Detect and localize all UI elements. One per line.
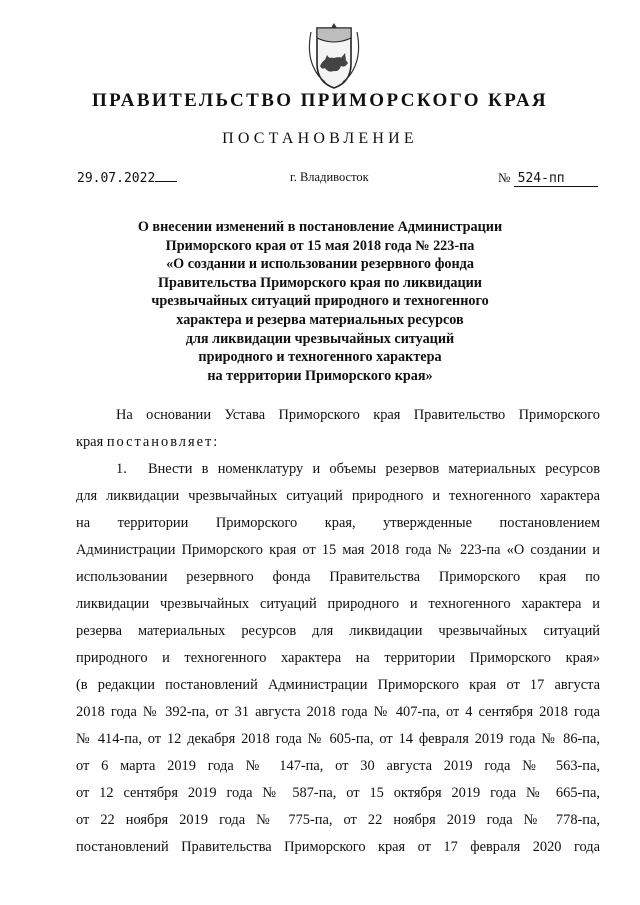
intro-line: На основании Устава Приморского края Правительство Приморского bbox=[116, 407, 600, 423]
body-line: от 22 ноября 2019 года № 775-па, от 22 ноября 2019 года № 778-па, bbox=[76, 812, 600, 828]
heading-line: характера и резерва материальных ресурсов bbox=[176, 311, 464, 328]
document-date bbox=[77, 170, 177, 186]
coat-of-arms-emblem bbox=[303, 22, 365, 92]
heading-line: на территории Приморского края» bbox=[207, 367, 433, 384]
number-prefix: № bbox=[498, 170, 511, 185]
heading-line: чрезвычайных ситуаций природного и техногенного bbox=[151, 293, 489, 310]
government-title: ПРАВИТЕЛЬСТВО ПРИМОРСКОГО КРАЯ bbox=[91, 90, 549, 111]
heading-line: природного и техногенного характера bbox=[198, 349, 442, 366]
heading-line: Правительства Приморского края по ликвидации bbox=[158, 274, 482, 291]
date-value: 29.07.2022 bbox=[77, 171, 156, 186]
date-underline bbox=[155, 170, 177, 182]
body-line: постановлений Правительства Приморского края от 17 февраля 2020 года bbox=[76, 839, 600, 855]
item-first-line: Внести в номенклатуру и объемы резервов материальных ресурсов bbox=[148, 461, 600, 477]
document-number bbox=[498, 170, 598, 187]
body-line: использовании резервного фонда Правительства Приморского края по bbox=[76, 569, 600, 585]
body-line: для ликвидации чрезвычайных ситуаций природного и техногенного характера bbox=[76, 488, 600, 504]
body-line: от 12 сентября 2019 года № 587-па, от 15 октября 2019 года № 665-па, bbox=[76, 785, 600, 801]
document-city: г. Владивосток bbox=[290, 170, 369, 184]
body-line: природного и техногенного характера на территории Приморского края» bbox=[76, 650, 600, 666]
item-number: 1. bbox=[116, 461, 127, 477]
body-line: 2018 года № 392-па, от 31 августа 2018 года № 407-па, от 4 сентября 2018 года bbox=[76, 704, 600, 720]
heading-line: «О создании и использовании резервного фонда bbox=[166, 256, 474, 273]
body-line: ликвидации чрезвычайных ситуаций природного и техногенного характера и bbox=[76, 596, 600, 612]
resolves-word: постановляет: bbox=[106, 434, 220, 450]
document-type: ПОСТАНОВЛЕНИЕ bbox=[222, 130, 418, 147]
heading-line: О внесении изменений в постановление Администрации bbox=[137, 219, 503, 235]
body-line: № 414-па, от 12 декабря 2018 года № 605-па, от 14 февраля 2019 года № 86-па, bbox=[76, 731, 600, 747]
body-line: от 6 марта 2019 года № 147-па, от 30 августа 2019 года № 563-па, bbox=[76, 758, 600, 774]
body-line: на территории Приморского края, утвержденные постановлением bbox=[76, 515, 600, 531]
body-line: резерва материальных ресурсов для ликвидации чрезвычайных ситуаций bbox=[76, 623, 600, 639]
number-value: 524-пп bbox=[514, 171, 598, 187]
body-line: Администрации Приморского края от 15 мая 2018 года № 223-па «О создании и bbox=[76, 542, 600, 558]
body-line: (в редакции постановлений Администрации Приморского края от 17 августа bbox=[76, 677, 600, 693]
document-heading bbox=[110, 218, 530, 385]
intro-line-2 bbox=[76, 434, 600, 451]
heading-line: для ликвидации чрезвычайных ситуаций bbox=[185, 330, 455, 347]
heading-line: Приморского края от 15 мая 2018 года № 223-па bbox=[165, 237, 475, 254]
intro-word: края bbox=[76, 434, 104, 450]
